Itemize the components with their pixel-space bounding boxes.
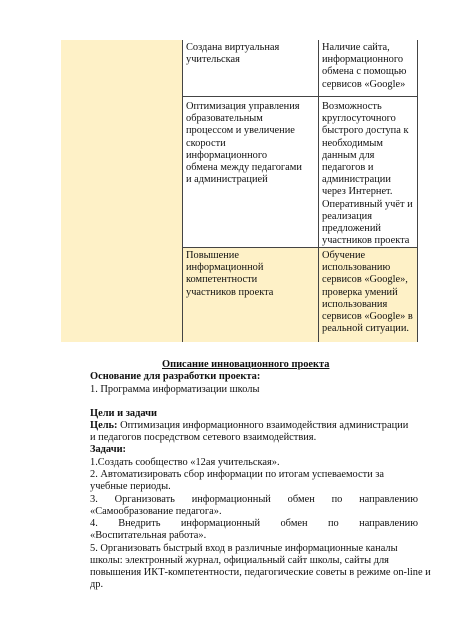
table-cell-indicator: Возможность круглосуточного быстрого доступа к необходимым данным для педагогов и администрации через Интернет. Оперативный учёт и реализация предложений участников проекта [322, 101, 413, 247]
basis-item: 1. Программа информатизации школы [90, 384, 260, 395]
task-item [90, 518, 418, 530]
results-table [61, 40, 418, 342]
task-word: 3. [90, 494, 98, 505]
table-cell-result: Создана виртуальная учительская [186, 42, 280, 66]
table-cell-indicator: Обучение использованию сервисов «Google», проверка умений использования сервисов «Google» в реальной ситуации. [322, 250, 413, 335]
task-item-continued: «Самообразование педагога». [90, 506, 222, 517]
task-word: направлению [359, 518, 418, 529]
table-shaded-column [61, 40, 182, 342]
task-word: по [331, 494, 343, 505]
task-word: информационный [191, 494, 271, 505]
task-item-continued: школы: электронный журнал, официальный сайт школы, сайты для [90, 555, 389, 566]
task-word: Внедрить [118, 518, 161, 529]
task-word: 4. [90, 518, 98, 529]
tasks-label: Задачи: [90, 444, 127, 455]
table-border-vertical [318, 40, 319, 342]
basis-label: Основание для разработки проекта: [90, 371, 261, 382]
goal-text-continued: и педагогов посредством сетевого взаимодействия. [90, 432, 317, 443]
table-border-vertical [182, 40, 183, 342]
table-border-vertical [417, 40, 418, 342]
task-word: обмен [287, 494, 315, 505]
task-item: 2. Автоматизировать сбор информации по итогам успеваемости за [90, 469, 385, 480]
goals-heading: Цели и задачи [90, 408, 157, 419]
goal-label: Цель: [90, 420, 118, 431]
table-cell-result: Оптимизация управления образовательным процессом и увеличение скорости информационного обмена между педагогами и администрацией [186, 101, 302, 186]
task-item-continued: повышения ИКТ-компетентности, педагогические советы в режиме on-line и [90, 567, 431, 578]
section-heading: Описание инновационного проекта [162, 359, 330, 370]
task-item [90, 494, 418, 506]
task-item-continued: «Воспитательная работа». [90, 530, 207, 541]
task-word: обмен [280, 518, 308, 529]
task-word: информационный [180, 518, 261, 529]
goal-text: Оптимизация информационного взаимодействия администрации [117, 420, 409, 431]
task-word: направлению [359, 494, 418, 505]
task-item-continued: др. [90, 579, 104, 590]
task-item: 1.Создать сообщество «12ая учительская». [90, 457, 280, 468]
task-item: 5. Организовать быстрый вход в различные информационные каналы [90, 543, 398, 554]
table-cell-result: Повышение информационной компетентности участников проекта [186, 250, 274, 298]
task-word: Организовать [114, 494, 175, 505]
task-item-continued: учебные периоды. [90, 481, 171, 492]
table-border-horizontal [182, 96, 418, 97]
task-word: по [327, 518, 339, 529]
table-cell-indicator: Наличие сайта, информационного обмена с помощью сервисов «Google» [322, 42, 407, 90]
goal-line [90, 420, 408, 432]
